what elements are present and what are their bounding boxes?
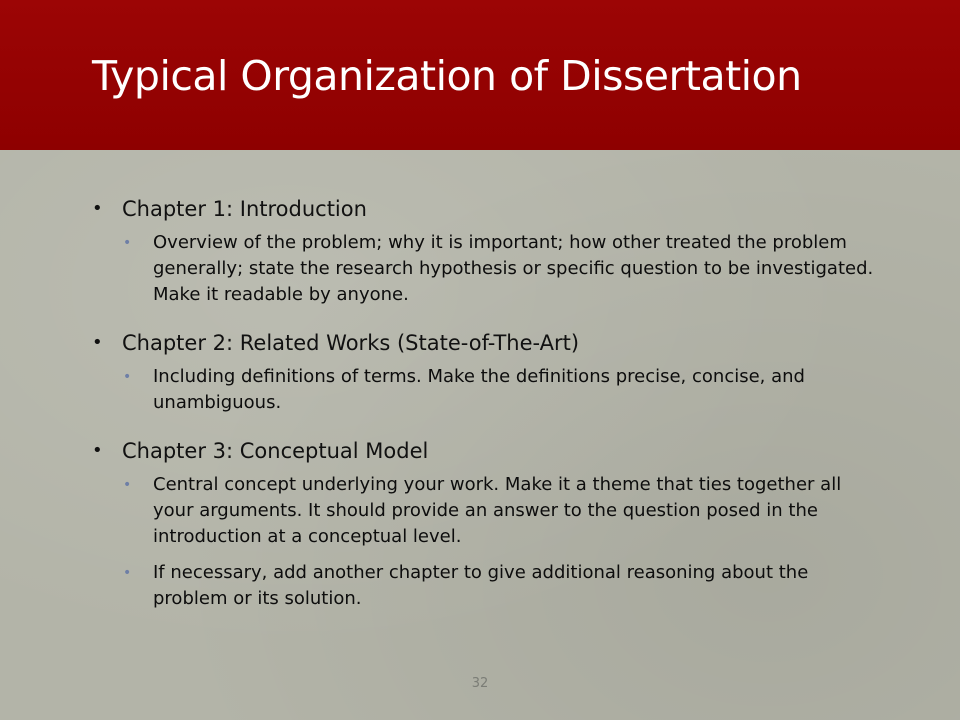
chapter-point: Central concept underlying your work. Make it a theme that ties together all your arguments. It should provide an answer to the question posed in the introduction at a conceptual level. [153,474,842,547]
bullet-level-2 [90,560,880,612]
chapter-point: Overview of the problem; why it is important; how other treated the problem generally; state the research hypothesis or specific question to be investigated. Make it readable by anyone. [153,232,874,305]
bullet-list [90,194,880,632]
chapter-point: If necessary, add another chapter to give additional reasoning about the problem or its solution. [153,562,809,609]
chapter-1 [90,194,880,308]
title-bar [0,0,960,150]
chapter-heading: Chapter 3: Conceptual Model [122,439,429,463]
chapter-2 [90,328,880,416]
bullet-level-2 [90,230,880,308]
bullet-level-1 [90,194,880,224]
chapter-heading: Chapter 2: Related Works (State-of-The-Art) [122,331,580,355]
bullet-level-2 [90,364,880,416]
bullet-level-1 [90,328,880,358]
sub-bullet-dot-icon: • [123,565,132,581]
slide-title: Typical Organization of Dissertation [92,52,802,100]
sub-bullet-dot-icon: • [123,477,132,493]
sub-bullet-dot-icon: • [123,369,132,385]
page-number: 32 [471,676,489,691]
bullet-dot-icon: • [92,198,103,219]
bullet-dot-icon: • [92,440,103,461]
chapter-3 [90,436,880,612]
bullet-level-1 [90,436,880,466]
bullet-dot-icon: • [92,332,103,353]
bullet-level-2 [90,472,880,550]
chapter-point: Including definitions of terms. Make the definitions precise, concise, and unambiguous. [153,366,805,413]
sub-bullet-dot-icon: • [123,235,132,251]
chapter-heading: Chapter 1: Introduction [122,197,367,221]
